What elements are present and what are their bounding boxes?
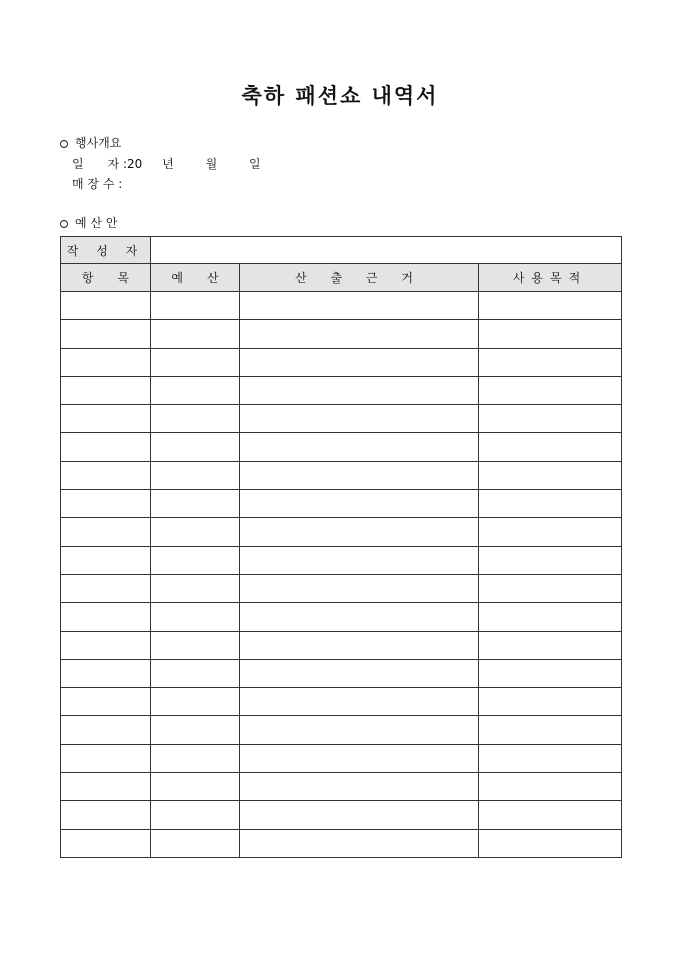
cell-basis[interactable]: [240, 376, 479, 404]
table-row: [61, 320, 622, 348]
cell-basis[interactable]: [240, 292, 479, 320]
cell-budget[interactable]: [151, 433, 240, 461]
cell-budget[interactable]: [151, 659, 240, 687]
column-header-purpose: 사용목적: [479, 264, 622, 292]
column-header-item: 항 목: [61, 264, 151, 292]
cell-purpose[interactable]: [479, 574, 622, 602]
cell-budget[interactable]: [151, 801, 240, 829]
table-row: [61, 659, 622, 687]
cell-budget[interactable]: [151, 405, 240, 433]
venue-label: 매 장 수 :: [72, 177, 123, 191]
table-row: [61, 829, 622, 857]
cell-purpose[interactable]: [479, 461, 622, 489]
cell-purpose[interactable]: [479, 801, 622, 829]
cell-item[interactable]: [61, 320, 151, 348]
date-line: [72, 155, 261, 172]
cell-purpose[interactable]: [479, 518, 622, 546]
table-row: [61, 376, 622, 404]
author-value[interactable]: [151, 237, 622, 264]
cell-purpose[interactable]: [479, 490, 622, 518]
cell-item[interactable]: [61, 744, 151, 772]
overview-label: 행사개요: [75, 136, 122, 150]
cell-basis[interactable]: [240, 518, 479, 546]
cell-item[interactable]: [61, 546, 151, 574]
cell-basis[interactable]: [240, 801, 479, 829]
cell-item[interactable]: [61, 829, 151, 857]
cell-item[interactable]: [61, 716, 151, 744]
table-row: [61, 405, 622, 433]
cell-basis[interactable]: [240, 773, 479, 801]
cell-item[interactable]: [61, 631, 151, 659]
cell-basis[interactable]: [240, 688, 479, 716]
cell-budget[interactable]: [151, 376, 240, 404]
table-row: [61, 292, 622, 320]
cell-purpose[interactable]: [479, 348, 622, 376]
cell-budget[interactable]: [151, 631, 240, 659]
page-title: 축하 패션쇼 내역서: [241, 83, 439, 108]
cell-basis[interactable]: [240, 490, 479, 518]
cell-basis[interactable]: [240, 461, 479, 489]
cell-basis[interactable]: [240, 348, 479, 376]
table-row: [61, 716, 622, 744]
venue-line: [72, 175, 122, 192]
cell-budget[interactable]: [151, 320, 240, 348]
cell-purpose[interactable]: [479, 292, 622, 320]
cell-budget[interactable]: [151, 829, 240, 857]
cell-item[interactable]: [61, 405, 151, 433]
cell-budget[interactable]: [151, 744, 240, 772]
cell-basis[interactable]: [240, 744, 479, 772]
date-day: 일: [249, 157, 261, 171]
date-year: 년: [162, 157, 174, 171]
cell-basis[interactable]: [240, 433, 479, 461]
cell-basis[interactable]: [240, 603, 479, 631]
cell-basis[interactable]: [240, 829, 479, 857]
cell-item[interactable]: [61, 603, 151, 631]
cell-item[interactable]: [61, 433, 151, 461]
cell-purpose[interactable]: [479, 631, 622, 659]
cell-basis[interactable]: [240, 659, 479, 687]
table-row: [61, 348, 622, 376]
table-row: [61, 518, 622, 546]
date-label: 일 자 :: [72, 157, 128, 171]
cell-basis[interactable]: [240, 546, 479, 574]
table-row: [61, 461, 622, 489]
cell-item[interactable]: [61, 376, 151, 404]
budget-label: 예 산 안: [75, 216, 118, 230]
cell-item[interactable]: [61, 688, 151, 716]
cell-item[interactable]: [61, 518, 151, 546]
table-row: [61, 546, 622, 574]
table-row: [61, 490, 622, 518]
budget-section: [60, 214, 117, 231]
cell-purpose[interactable]: [479, 433, 622, 461]
budget-table: [60, 236, 622, 858]
cell-purpose[interactable]: [479, 688, 622, 716]
cell-basis[interactable]: [240, 574, 479, 602]
cell-purpose[interactable]: [479, 376, 622, 404]
table-header-row: [61, 264, 622, 292]
author-row: [61, 237, 622, 264]
table-row: [61, 801, 622, 829]
cell-item[interactable]: [61, 461, 151, 489]
cell-budget[interactable]: [151, 574, 240, 602]
cell-budget[interactable]: [151, 603, 240, 631]
circle-bullet-icon: [60, 220, 68, 228]
cell-purpose[interactable]: [479, 829, 622, 857]
cell-purpose[interactable]: [479, 603, 622, 631]
cell-purpose[interactable]: [479, 405, 622, 433]
cell-item[interactable]: [61, 348, 151, 376]
table-row: [61, 688, 622, 716]
cell-item[interactable]: [61, 659, 151, 687]
cell-item[interactable]: [61, 574, 151, 602]
date-year-prefix: 20: [127, 157, 143, 171]
table-row: [61, 631, 622, 659]
overview-section: [60, 134, 121, 151]
cell-basis[interactable]: [240, 716, 479, 744]
cell-basis[interactable]: [240, 631, 479, 659]
cell-item[interactable]: [61, 801, 151, 829]
cell-budget[interactable]: [151, 292, 240, 320]
cell-basis[interactable]: [240, 405, 479, 433]
cell-budget[interactable]: [151, 518, 240, 546]
cell-purpose[interactable]: [479, 546, 622, 574]
cell-item[interactable]: [61, 490, 151, 518]
cell-budget[interactable]: [151, 348, 240, 376]
table-row: [61, 744, 622, 772]
table-row: [61, 433, 622, 461]
cell-budget[interactable]: [151, 716, 240, 744]
cell-basis[interactable]: [240, 320, 479, 348]
author-label: 작 성 자: [61, 237, 151, 264]
column-header-budget: 예 산: [151, 264, 240, 292]
date-month: 월: [205, 157, 218, 171]
cell-budget[interactable]: [151, 688, 240, 716]
cell-purpose[interactable]: [479, 716, 622, 744]
cell-budget[interactable]: [151, 461, 240, 489]
cell-budget[interactable]: [151, 773, 240, 801]
cell-item[interactable]: [61, 292, 151, 320]
cell-purpose[interactable]: [479, 659, 622, 687]
cell-item[interactable]: [61, 773, 151, 801]
cell-budget[interactable]: [151, 490, 240, 518]
cell-budget[interactable]: [151, 546, 240, 574]
cell-purpose[interactable]: [479, 773, 622, 801]
cell-purpose[interactable]: [479, 744, 622, 772]
table-row: [61, 574, 622, 602]
cell-purpose[interactable]: [479, 320, 622, 348]
table-row: [61, 603, 622, 631]
circle-bullet-icon: [60, 140, 68, 148]
table-row: [61, 773, 622, 801]
column-header-basis: 산 출 근 거: [240, 264, 479, 292]
